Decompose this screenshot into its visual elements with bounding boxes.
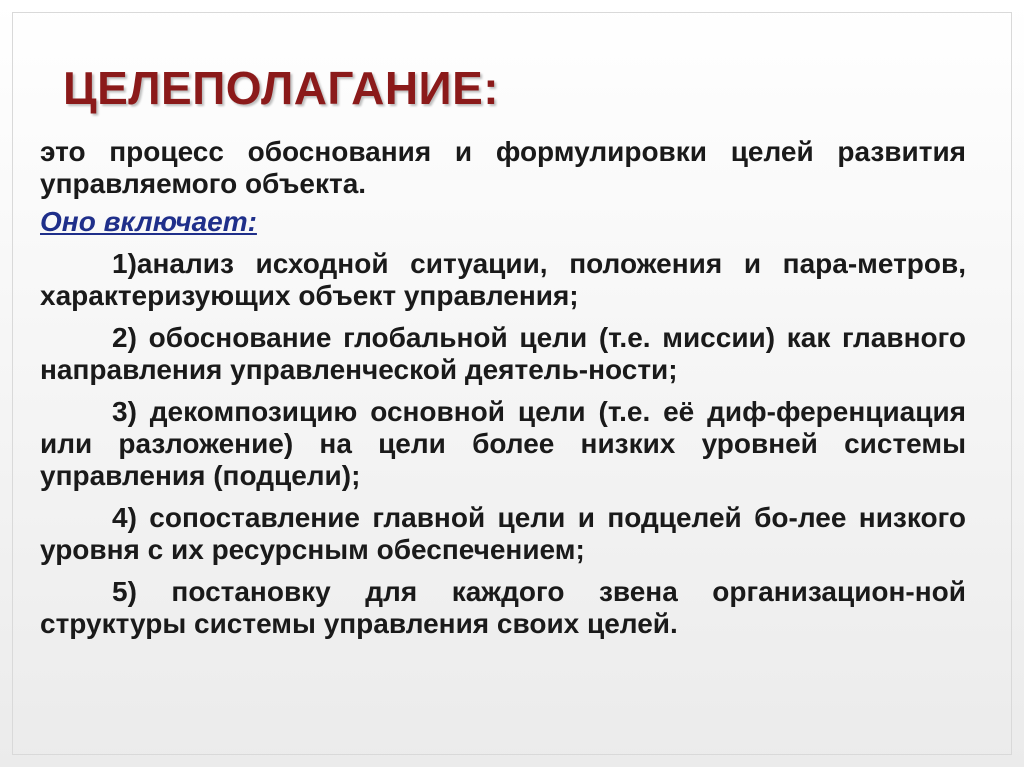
list-item-2: 2) обоснование глобальной цели (т.е. миссии) как главного направления управленческой деятель-ности;: [40, 322, 966, 385]
slide-body: [40, 136, 966, 650]
list-item-3: 3) декомпозицию основной цели (т.е. её диф-ференциация или разложение) на цели более низких уровней системы управления (подцели);: [40, 396, 966, 491]
definition-text: это процесс обоснования и формулировки целей развития управляемого объекта.: [40, 136, 966, 199]
list-item-5: 5) постановку для каждого звена организацион-ной структуры системы управления своих целей.: [40, 576, 966, 639]
includes-label: Оно включает:: [40, 206, 257, 237]
list-item-4: 4) сопоставление главной цели и подцелей бо-лее низкого уровня с их ресурсным обеспечением;: [40, 502, 966, 565]
list-item-1: 1)анализ исходной ситуации, положения и пара-метров, характеризующих объект управления;: [40, 248, 966, 311]
slide-title: ЦЕЛЕПОЛАГАНИЕ:: [63, 62, 500, 114]
